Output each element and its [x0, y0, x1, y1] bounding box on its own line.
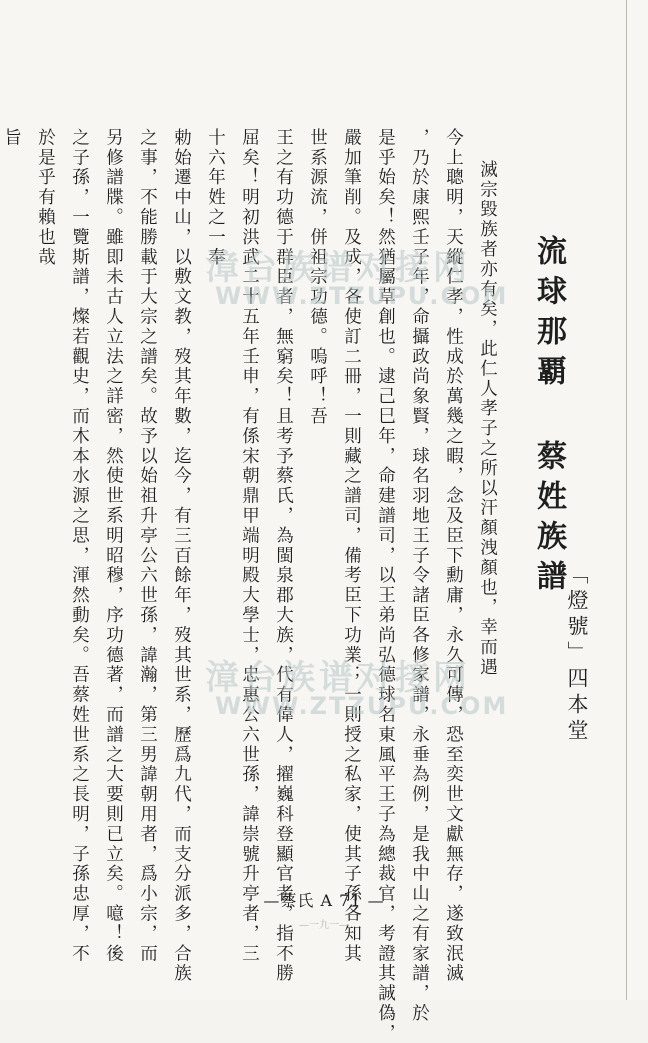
body-column-5: 嚴加筆削。及成，各使訂二冊，一則藏之譜司，備考臣下功業；一則授之私家，使其子孫各知其: [341, 128, 362, 964]
document-title: 流球那覇 蔡姓族譜: [531, 235, 566, 600]
body-column-2: 今上聰明，天縱仁孝，性成於萬幾之暇，念及臣下勳庸，永久可傳，恐至奕世文獻無存，遂致泯滅: [443, 128, 464, 984]
body-column-6: 世系源流，併祖宗功德。嗚呼！吾: [307, 128, 328, 427]
body-column-8: 屈矣！明初洪武二十五年壬申，有係宋朝鼎甲端明殿大學士，忠惠公六世孫，諱崇號升亭者，三: [239, 128, 260, 964]
watermark-url-2: WWW.ZTZUPU.COM: [215, 692, 509, 720]
body-column-13: 之子孫，一覽斯譜，燦若觀史，而木本水源之思，渾然動矣。吾蔡姓世系之長明，子孫忠厚，不: [69, 128, 90, 964]
body-column-3: ，乃於康熙壬子年，命攝政尚象賢，球名羽地王子令諸臣各修家譜，永垂為例，是我中山之有家譜，於: [409, 128, 430, 1024]
body-column-15: 旨: [1, 128, 22, 148]
body-column-4: 是乎始矣！然猶屬草創也。逮己巳年，命建譜司，以王弟尚弘德球名東風平王子為總裁官，考證其誠偽，: [375, 128, 396, 1043]
body-column-7: 王之有功德于群臣者，無窮矣！且考予蔡氏，為閩泉郡大族，代有偉人，擢巍科登顯官者，指不勝: [273, 128, 294, 984]
body-column-10: 勅始遷中山，以敷文教，歿其年數，迄今，有三百餘年，歿其世系，歷爲九代，而支分派多，合族: [171, 128, 192, 984]
faint-footer: —一九一—: [299, 920, 349, 931]
body-column-1: 滅宗毀族者亦有矣，此仁人孝子之所以汗顏洩顏也，幸而遇: [477, 160, 498, 678]
body-column-12: 另修譜牒。雖即未古人立法之詳密，然使世系明昭穆，序功德著，而譜之大要則已立矣。噫！後: [103, 128, 124, 964]
body-column-14: 於是乎有賴也哉: [35, 128, 56, 268]
watermark-text-2: 漳台族谱对接网: [205, 658, 471, 698]
page-edge-line: [626, 0, 627, 1000]
watermark-text: 漳台族谱对接网: [205, 248, 471, 288]
document-subtitle: 「燈號」四本堂: [565, 563, 589, 745]
body-column-9: 十六年姓之一奉: [205, 128, 226, 268]
body-column-11: 之事，不能勝載于大宗之譜矣。故予以始祖升亭公六世孫，諱瀚，第三男諱朝用者，爲小宗，而: [137, 128, 158, 964]
page-number-footer: —蔡氏 A 71 —: [263, 891, 385, 910]
watermark-url: WWW.ZTZUPU.COM: [215, 282, 509, 310]
